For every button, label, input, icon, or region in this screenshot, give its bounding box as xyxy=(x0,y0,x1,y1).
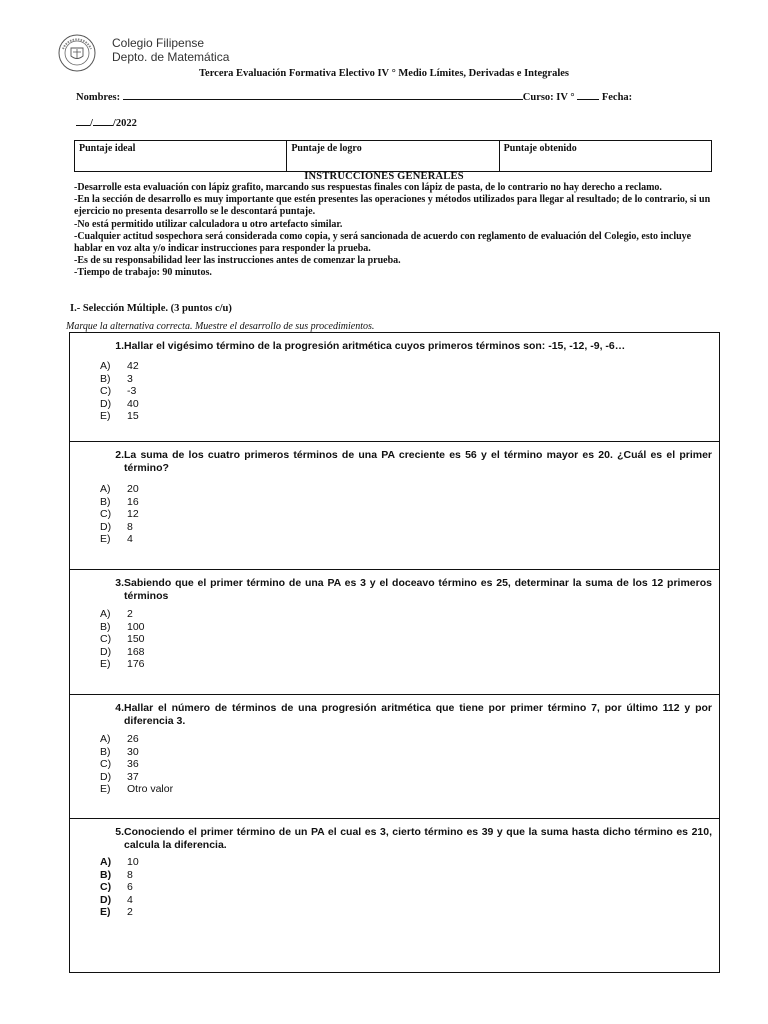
score-table xyxy=(74,140,712,172)
option-b[interactable]: B) 16 xyxy=(100,495,139,508)
question-2 xyxy=(70,442,719,570)
question-1 xyxy=(70,333,719,442)
option-b[interactable]: B) 30 xyxy=(100,745,139,758)
curso-label: Curso: IV ° xyxy=(522,92,575,103)
instruction-item: -Es de su responsabilidad leer las instrucciones antes de comenzar la prueba. xyxy=(74,255,401,267)
option-a[interactable]: A) 2 xyxy=(100,608,133,620)
option-d[interactable]: D) 8 xyxy=(100,520,133,533)
option-e[interactable]: E) 15 xyxy=(100,410,139,423)
options-list xyxy=(100,856,139,919)
question-5 xyxy=(70,819,719,972)
fecha-label: Fecha: xyxy=(601,92,633,103)
instruction-item: -No está permitido utilizar calculadora u otro artefacto similar. xyxy=(74,218,343,230)
department-name: Depto. de Matemática xyxy=(112,50,230,64)
option-b[interactable]: B) 100 xyxy=(100,620,145,633)
option-a[interactable]: A) 20 xyxy=(100,483,139,495)
option-e[interactable]: E) 4 xyxy=(100,533,133,546)
question-text: Hallar el número de términos de una progresión aritmética que tiene por primer término 7, por último 112 y por diferencia 3. xyxy=(124,702,712,727)
question-number: 4. xyxy=(115,702,124,714)
student-info-line xyxy=(76,89,716,103)
option-b[interactable]: B) 3 xyxy=(100,372,133,385)
section-title: I.- Selección Múltiple. (3 puntos c/u) xyxy=(70,303,232,314)
question-text: La suma de los cuatro primeros términos de una PA creciente es 56 y el término mayor es 20. ¿Cuál es el primer término? xyxy=(124,449,712,474)
option-c[interactable]: C) -3 xyxy=(100,385,137,398)
month-blank[interactable] xyxy=(93,115,113,126)
question-text: Sabiendo que el primer término de una PA es 3 y el doceavo término es 25, determinar la suma de los 12 primeros términos xyxy=(124,577,712,602)
option-a[interactable]: A) 10 xyxy=(100,856,139,868)
school-header xyxy=(112,36,229,64)
question-text: Hallar el vigésimo término de la progresión aritmética cuyos primeros términos son: -15, -12, -9, -6… xyxy=(124,340,626,352)
option-e[interactable]: E) Otro valor xyxy=(100,783,174,796)
option-d[interactable]: D) 37 xyxy=(100,770,139,783)
option-c[interactable]: C) 12 xyxy=(100,508,139,521)
option-a[interactable]: A) 26 xyxy=(100,733,139,745)
instruction-item: -Desarrolle esta evaluación con lápiz grafito, marcando sus respuestas finales con lápiz de pasta, de lo contrario no hay derecho a reclamo. xyxy=(74,182,662,193)
instruction-item: -Cualquier actitud sospechora será considerada como copia, y será sancionada de acuerdo con reglamento de evaluación del Colegio, esto incluye hablar en voz alta y/o indicar instrucciones para responder la prueba. xyxy=(74,230,692,255)
option-d[interactable]: D) 40 xyxy=(100,397,139,410)
curso-blank[interactable] xyxy=(577,89,599,100)
date-line: / /2022 xyxy=(76,115,137,129)
score-ideal: Puntaje ideal xyxy=(75,141,287,171)
section-directions: Marque la alternativa correcta. Muestre el desarrollo de sus procedimientos. xyxy=(66,321,375,332)
year-text: /2022 xyxy=(112,118,137,129)
option-d[interactable]: D) 4 xyxy=(100,893,133,906)
option-e[interactable]: E) 176 xyxy=(100,658,145,671)
question-text: Conociendo el primer término de un PA el cual es 3, cierto término es 39 y que la suma hasta dicho término es 210, calcula la diferencia. xyxy=(124,826,712,851)
question-3 xyxy=(70,570,719,695)
question-4 xyxy=(70,695,719,819)
exam-title: Tercera Evaluación Formativa Electivo IV ° Medio Límites, Derivadas e Integrales xyxy=(199,68,569,79)
option-d[interactable]: D) 168 xyxy=(100,645,145,658)
question-number: 1. xyxy=(115,340,124,352)
instructions-list xyxy=(74,182,714,280)
instruction-item: -Tiempo de trabajo: 90 minutos. xyxy=(74,267,212,279)
option-a[interactable]: A) 42 xyxy=(100,360,139,372)
question-number: 3. xyxy=(115,577,124,589)
school-seal-logo xyxy=(58,34,96,72)
option-c[interactable]: C) 6 xyxy=(100,881,133,894)
option-c[interactable]: C) 150 xyxy=(100,633,145,646)
score-obtenido: Puntaje obtenido xyxy=(503,143,577,154)
option-e[interactable]: E) 2 xyxy=(100,906,133,919)
nombres-blank[interactable] xyxy=(123,89,523,100)
nombres-label: Nombres: xyxy=(76,92,121,103)
options-list xyxy=(100,483,139,546)
options-list xyxy=(100,608,145,671)
instructions-title: INSTRUCCIONES GENERALES xyxy=(304,171,464,182)
question-number: 2. xyxy=(115,449,124,461)
option-c[interactable]: C) 36 xyxy=(100,758,139,771)
option-b[interactable]: B) 8 xyxy=(100,868,133,881)
school-name: Colegio Filipense xyxy=(112,36,205,50)
options-list xyxy=(100,733,173,796)
options-list xyxy=(100,360,139,423)
instruction-item: -En la sección de desarrollo es muy importante que estén presentes las operaciones y métodos utilizados para llegar al resultado; de lo contrario, si un ejercicio no presenta desarrollo se le descontará puntaje. xyxy=(74,194,711,218)
questions-box xyxy=(69,332,720,973)
score-logro: Puntaje de logro xyxy=(287,141,499,171)
day-blank[interactable] xyxy=(76,115,90,126)
question-number: 5. xyxy=(115,826,124,838)
